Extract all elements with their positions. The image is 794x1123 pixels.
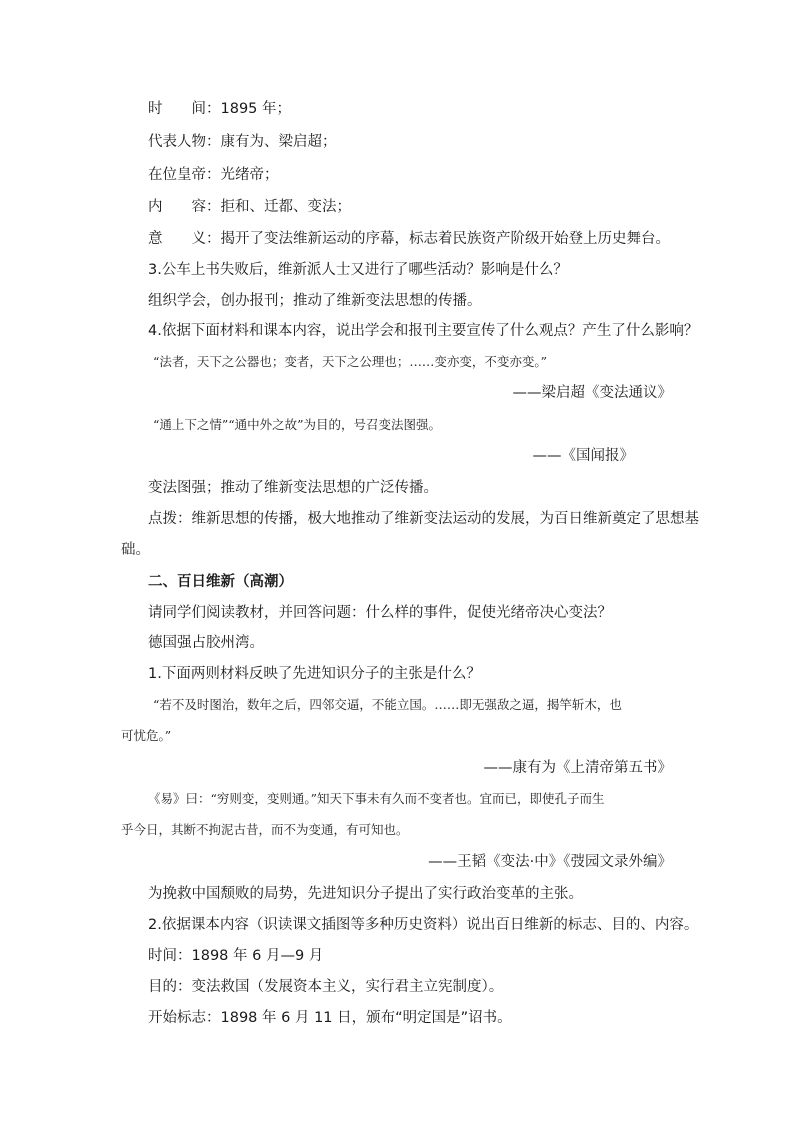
- content-line: 内 容：拒和、迁都、变法；: [148, 199, 351, 215]
- section-heading: 二、百日维新（高潮）: [148, 574, 293, 590]
- quote-kang-line-1: “若不及时图治，数年之后，四邻交逼，不能立国。……即无强敌之逼，揭竿斩木，也: [153, 697, 622, 712]
- question-1: 1.下面两则材料反映了先进知识分子的主张是什么？: [148, 666, 481, 682]
- quote-wang-line-1: 《易》曰：“穷则变，变则通。”知天下事未有久而不变者也。宜而已，即使孔子而生: [148, 791, 605, 806]
- question-3: 3.公车上书失败后，维新派人士又进行了哪些活动？影响是什么？: [148, 262, 568, 278]
- tip-line-1: 点拨：维新思想的传播，极大地推动了维新变法运动的发展，为百日维新奠定了思想基: [148, 511, 699, 527]
- answer-3: 组织学会，创办报刊；推动了维新变法思想的传播。: [148, 293, 482, 309]
- time-line: 时 间：1895 年；: [148, 101, 292, 117]
- answer-4: 变法图强；推动了维新变法思想的广泛传播。: [148, 480, 438, 496]
- source-liang: ——梁启超《变法通议》: [512, 385, 672, 401]
- quote-guowenbao: “通上下之情”“通中外之故”为目的，号召变法图强。: [153, 417, 442, 432]
- question-4: 4.依据下面材料和课本内容，说出学会和报刊主要宣传了什么观点？产生了什么影响？: [148, 323, 699, 339]
- representatives-line: 代表人物：康有为、梁启超；: [148, 134, 337, 150]
- source-guowenbao: ——《国闻报》: [532, 448, 634, 464]
- answer-1: 为挽救中国颓败的局势，先进知识分子提出了实行政治变革的主张。: [148, 886, 583, 902]
- question-2: 2.依据课本内容（识读课文插图等多种历史资料）说出百日维新的标志、目的、内容。: [148, 917, 699, 933]
- quote-wang-line-2: 乎今日，其断不拘泥古昔，而不为变通，有可知也。: [121, 822, 409, 837]
- tip-line-2: 础。: [121, 542, 150, 558]
- significance-line: 意 义：揭开了变法维新运动的序幕，标志着民族资产阶级开始登上历史舞台。: [148, 231, 670, 247]
- source-wang: ——王韬《变法·中》《弢园文录外编》: [428, 854, 672, 870]
- hundred-days-goal: 目的：变法救国（发展资本主义，实行君主立宪制度）。: [148, 979, 504, 995]
- source-kang: ——康有为《上清帝第五书》: [483, 760, 672, 776]
- quote-kang-line-2: 可忧危。”: [121, 728, 172, 743]
- hundred-days-start: 开始标志：1898 年 6 月 11 日，颁布“明定国是”诏书。: [148, 1010, 512, 1026]
- emperor-line: 在位皇帝：光绪帝；: [148, 167, 279, 183]
- quote-liang: “法者，天下之公器也；变者，天下之公理也；……变亦变，不变亦变。”: [153, 354, 548, 369]
- instruction-line: 请同学们阅读教材，并回答问题：什么样的事件，促使光绪帝决心变法？: [148, 605, 612, 621]
- instruction-answer: 德国强占胶州湾。: [148, 635, 264, 651]
- hundred-days-time: 时间：1898 年 6 月—9 月: [148, 948, 324, 964]
